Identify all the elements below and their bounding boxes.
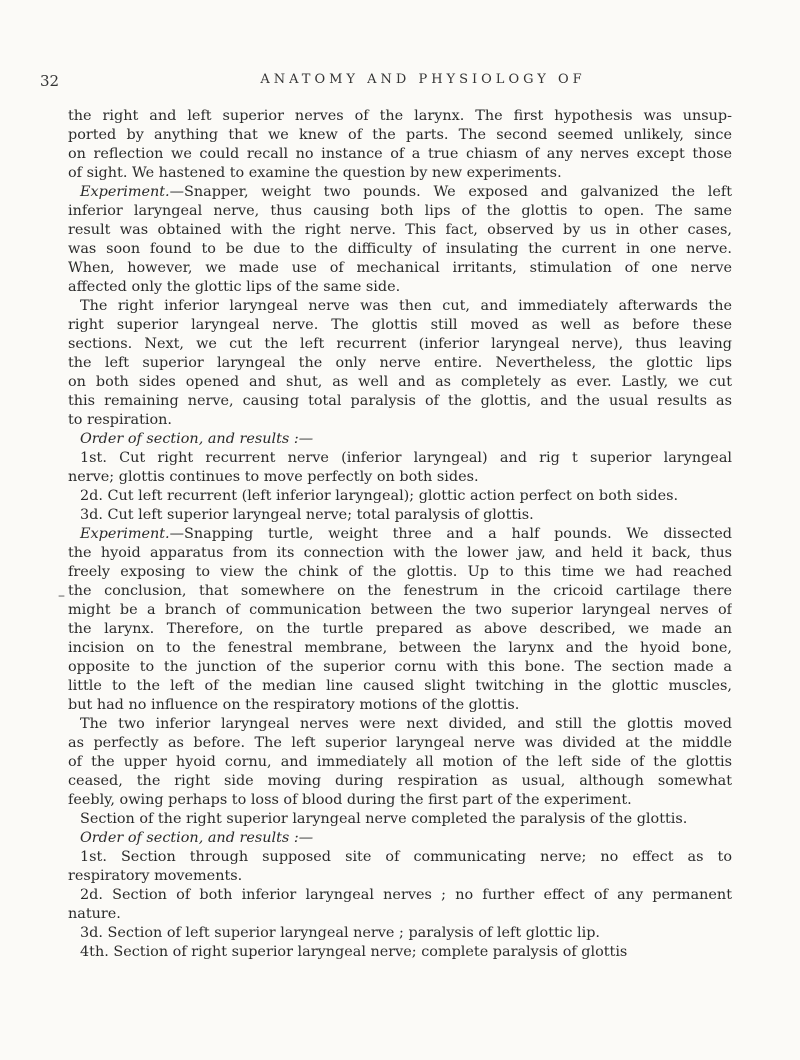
line-text: to respiration. (68, 412, 172, 428)
text-line (68, 696, 732, 715)
line-text: sections. Next, we cut the left recurrent (inferior laryngeal nerve), thus leaving (68, 336, 732, 352)
line-text: ported by anything that we knew of the parts. The second seemed unlikely, since (68, 127, 732, 143)
line-text: —Snapper, weight two pounds. We exposed and galvanized the left (169, 184, 732, 200)
line-text: but had no influence on the respiratory motions of the glottis. (68, 697, 520, 713)
text-line (68, 563, 732, 582)
line-text: this remaining nerve, causing total paralysis of the glottis, and the usual results as (68, 393, 732, 409)
text-line (68, 392, 732, 411)
text-line (68, 297, 732, 316)
line-text: on both sides opened and shut, as well and as completely as ever. Lastly, we cut (68, 374, 732, 390)
text-line (68, 905, 732, 924)
text-line (68, 829, 732, 848)
line-text: nature. (68, 906, 121, 922)
text-line (68, 924, 732, 943)
line-text: opposite to the junction of the superior cornu with this bone. The section made a (68, 659, 732, 675)
running-title: ANATOMY AND PHYSIOLOGY OF (260, 72, 586, 87)
line-text: feebly, owing perhaps to loss of blood during the first part of the experiment. (68, 792, 632, 808)
text-line (68, 848, 732, 867)
text-line (68, 601, 732, 620)
line-text: the larynx. Therefore, on the turtle prepared as above described, we made an (68, 621, 732, 637)
line-text: little to the left of the median line caused slight twitching in the glottic muscles, (68, 678, 732, 694)
line-text: 4th. Section of right superior laryngeal nerve; complete paralysis of glottis (80, 944, 628, 960)
text-line (68, 506, 732, 525)
line-text: of the upper hyoid cornu, and immediately all motion of the left side of the glottis (68, 754, 732, 770)
text-line (68, 943, 732, 962)
text-line (68, 430, 732, 449)
text-line (68, 126, 732, 145)
line-text: —Snapping turtle, weight three and a half pounds. We dissected (169, 526, 732, 542)
text-line (68, 886, 732, 905)
page-number: 32 (40, 72, 60, 90)
text-line (68, 620, 732, 639)
line-text: incision on to the fenestral membrane, between the larynx and the hyoid bone, (68, 640, 732, 656)
line-text: respiratory movements. (68, 868, 243, 884)
text-line (68, 202, 732, 221)
text-line (68, 715, 732, 734)
text-line (68, 791, 732, 810)
text-line (68, 145, 732, 164)
text-line (68, 411, 732, 430)
line-text: The right inferior laryngeal nerve was then cut, and immediately afterwards the (80, 298, 732, 314)
line-text: Section of the right superior laryngeal nerve completed the paralysis of the glottis. (80, 811, 688, 827)
line-text: right superior laryngeal nerve. The glottis still moved as well as before these (68, 317, 732, 333)
line-text: was soon found to be due to the difficulty of insulating the current in one nerve. (68, 241, 732, 257)
line-text: 1st. Cut right recurrent nerve (inferior laryngeal) and rig t superior laryngeal (80, 450, 732, 466)
line-text: 2d. Section of both inferior laryngeal nerves ; no further effect of any permanent (80, 887, 732, 903)
text-line (68, 468, 732, 487)
line-text: freely exposing to view the chink of the glottis. Up to this time we had reached (68, 564, 732, 580)
line-text: the conclusion, that somewhere on the fenestrum in the cricoid cartilage there (68, 583, 732, 599)
italic-lead: Order of section, and results :— (80, 830, 314, 846)
line-text: 1st. Section through supposed site of communicating nerve; no effect as to (80, 849, 732, 865)
body-text (68, 107, 732, 962)
italic-lead: Experiment. (80, 184, 170, 200)
text-line (68, 658, 732, 677)
line-text: result was obtained with the right nerve. This fact, observed by us in other cases, (68, 222, 732, 238)
line-text: as perfectly as before. The left superior laryngeal nerve was divided at the middle (68, 735, 732, 751)
line-text: 3d. Cut left superior laryngeal nerve; total paralysis of glottis. (80, 507, 534, 523)
text-line (68, 278, 732, 297)
text-line (68, 183, 732, 202)
line-text: ceased, the right side moving during respiration as usual, although somewhat (68, 773, 732, 789)
text-line (68, 753, 732, 772)
text-line (68, 677, 732, 696)
text-line (68, 221, 732, 240)
line-text: on reflection we could recall no instance of a true chiasm of any nerves except those (68, 146, 732, 162)
line-text: nerve; glottis continues to move perfectly on both sides. (68, 469, 479, 485)
text-line (68, 107, 732, 126)
running-head (40, 72, 760, 94)
text-line (68, 259, 732, 278)
line-text: affected only the glottic lips of the same side. (68, 279, 401, 295)
line-text: might be a branch of communication between the two superior laryngeal nerves of (68, 602, 732, 618)
text-line (68, 544, 732, 563)
text-line (68, 316, 732, 335)
italic-lead: Order of section, and results :— (80, 431, 314, 447)
text-line (68, 772, 732, 791)
text-line (68, 164, 732, 183)
text-line (68, 525, 732, 544)
line-text: of sight. We hastened to examine the question by new experiments. (68, 165, 562, 181)
text-line (68, 335, 732, 354)
line-text: The two inferior laryngeal nerves were next divided, and still the glottis moved (80, 716, 732, 732)
text-line (68, 449, 732, 468)
text-line (68, 487, 732, 506)
line-text: 3d. Section of left superior laryngeal nerve ; paralysis of left glottic lip. (80, 925, 601, 941)
text-line (68, 373, 732, 392)
line-text: the hyoid apparatus from its connection with the lower jaw, and held it back, thus (68, 545, 732, 561)
line-text: the right and left superior nerves of the larynx. The first hypothesis was unsup- (68, 108, 732, 124)
text-line (68, 867, 732, 886)
text-line (68, 582, 732, 601)
italic-lead: Experiment. (80, 526, 170, 542)
text-line (68, 240, 732, 259)
line-text: 2d. Cut left recurrent (left inferior laryngeal); glottic action perfect on both sides. (80, 488, 679, 504)
margin-mark: – (58, 588, 65, 604)
line-text: the left superior laryngeal the only nerve entire. Nevertheless, the glottic lips (68, 355, 732, 371)
text-line (68, 810, 732, 829)
text-line (68, 639, 732, 658)
text-line (68, 354, 732, 373)
text-line (68, 734, 732, 753)
line-text: inferior laryngeal nerve, thus causing both lips of the glottis to open. The same (68, 203, 732, 219)
line-text: When, however, we made use of mechanical irritants, stimulation of one nerve (68, 260, 732, 276)
